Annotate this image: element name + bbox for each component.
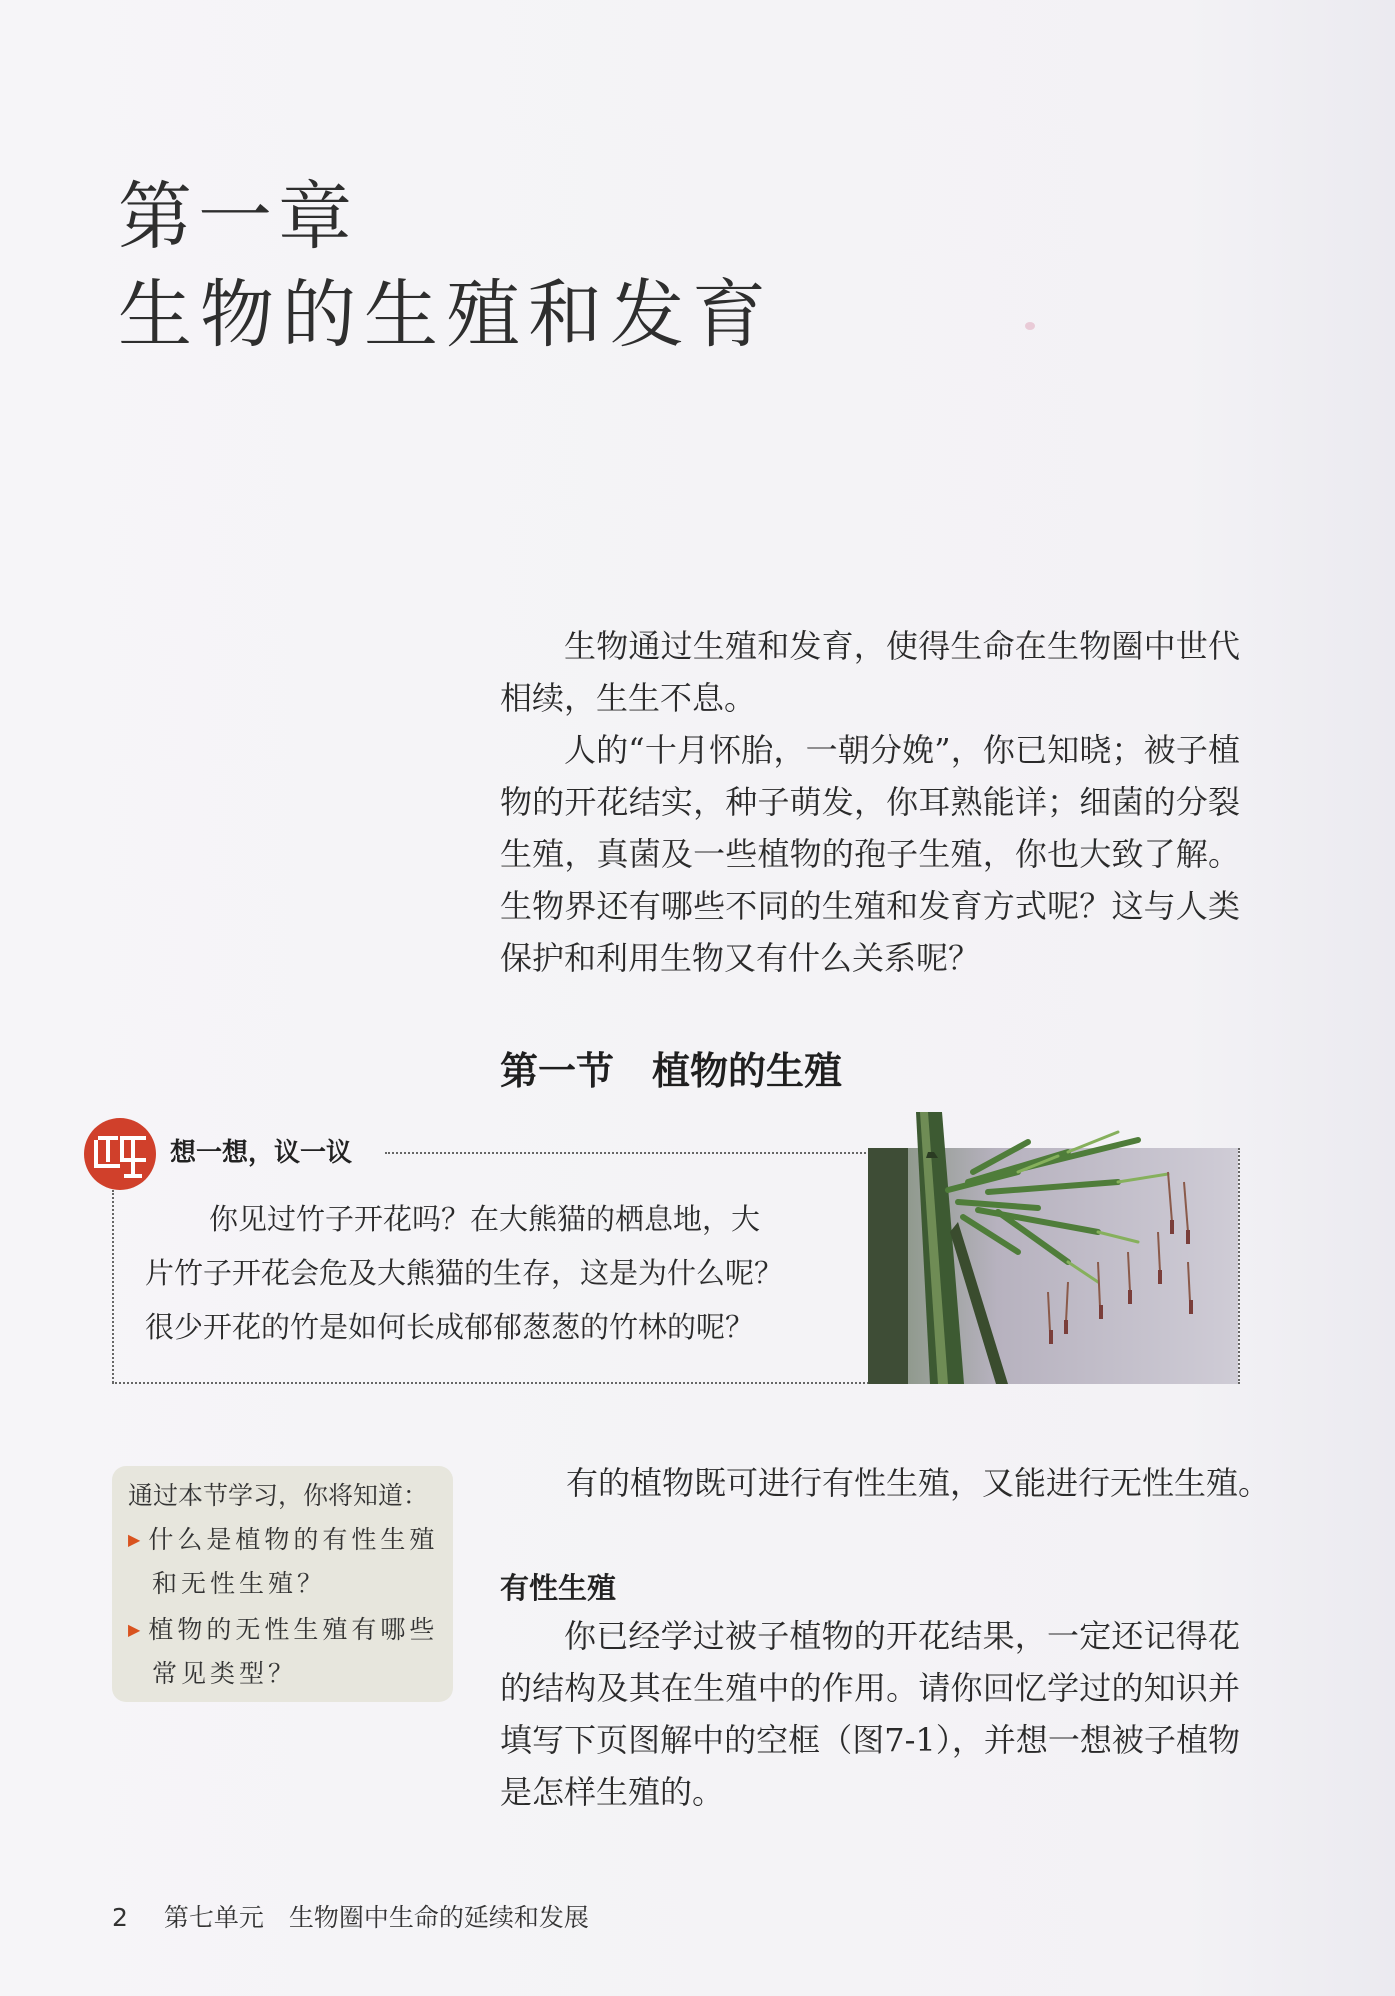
think-discuss-text xyxy=(145,1192,865,1354)
goal-line: 常见类型？ xyxy=(152,1659,298,1688)
think-line: 你见过竹子开花吗？在大熊猫的栖息地，大 xyxy=(209,1202,761,1236)
chapter-intro xyxy=(500,620,1240,984)
learning-goal-item xyxy=(128,1518,448,1606)
bamboo-flower-photo xyxy=(868,1112,1238,1384)
goal-line: 和无性生殖？ xyxy=(152,1569,327,1598)
think-line: 片竹子开花会危及大熊猫的生存，这是为什么呢？ xyxy=(145,1256,784,1290)
unit-title: 第七单元 生物圈中生命的延续和发展 xyxy=(163,1903,589,1932)
triangle-bullet-icon: ▶ xyxy=(128,1530,141,1549)
think-line: 很少开花的竹是如何长成郁郁葱葱的竹林的呢？ xyxy=(145,1310,755,1344)
section-title: 第一节 植物的生殖 xyxy=(500,1049,843,1093)
intro-paragraph: 生物通过生殖和发育，使得生命在生物圈中世代相续，生生不息。 xyxy=(500,627,1240,717)
learning-goal-item xyxy=(128,1608,448,1696)
learning-goals-heading: 通过本节学习，你将知道： xyxy=(128,1481,429,1510)
goal-line: 什么是植物的有性生殖 xyxy=(148,1525,439,1554)
think-discuss-label: 想一想，议一议 xyxy=(170,1138,353,1168)
think-box-top-border xyxy=(385,1152,870,1154)
chapter-number: 第一章 xyxy=(118,174,358,260)
body-paragraph: 你已经学过被子植物的开花结果，一定还记得花的结构及其在生殖中的作用。请你回忆学过的知识并填写下页图解中的空框（图7-1），并想一想被子植物是怎样生殖的。 xyxy=(500,1617,1240,1811)
decorative-dot xyxy=(1025,322,1035,330)
subheading: 有性生殖 xyxy=(500,1571,617,1605)
page-footer xyxy=(112,1898,589,1934)
think-box-left-border xyxy=(112,1190,114,1383)
intro-paragraph: 人的“十月怀胎，一朝分娩”，你已知晓；被子植物的开花结实，种子萌发，你耳熟能详；细菌的分裂生殖，真菌及一些植物的孢子生殖，你也大致了解。生物界还有哪些不同的生殖和发育方式呢？这与人类保护和利用生物又有什么关系呢？ xyxy=(500,731,1240,977)
triangle-bullet-icon: ▶ xyxy=(128,1620,141,1639)
page-number: 2 xyxy=(112,1903,128,1932)
goal-line: 植物的无性生殖有哪些 xyxy=(148,1615,439,1644)
think-discuss-icon xyxy=(82,1116,158,1192)
body-paragraph: 有的植物既可进行有性生殖，又能进行无性生殖。 xyxy=(566,1464,1271,1502)
chapter-title: 生物的生殖和发育 xyxy=(118,272,774,358)
body-text xyxy=(500,1610,1240,1818)
